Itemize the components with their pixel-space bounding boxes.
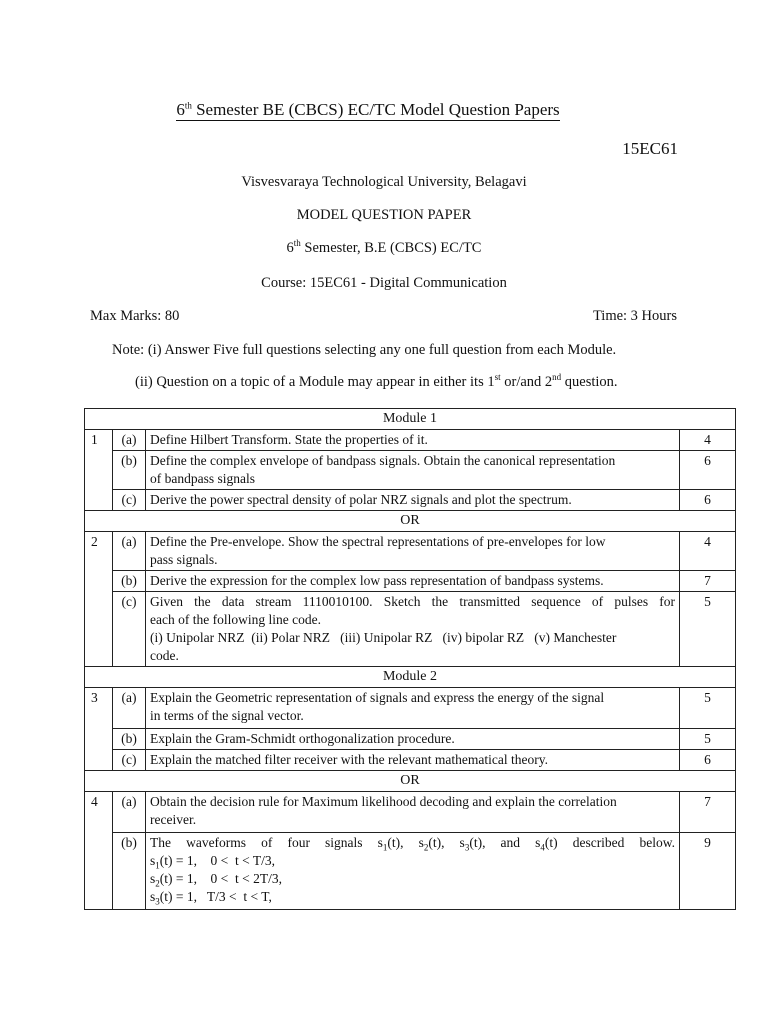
question-marks: 4 xyxy=(680,532,736,571)
question-marks: 7 xyxy=(680,792,736,833)
question-marks: 5 xyxy=(680,592,736,667)
semester-line: 6th Semester, B.E (CBCS) EC/TC xyxy=(286,238,482,256)
table-row xyxy=(85,688,736,729)
sub-question-label: (c) xyxy=(113,750,146,771)
title-superscript: th xyxy=(184,100,192,111)
table-row xyxy=(85,729,736,750)
sub-question-label: (a) xyxy=(113,792,146,833)
title-text: Semester BE (CBCS) EC/TC Model Question Papers xyxy=(191,100,560,119)
table-row xyxy=(85,833,736,910)
question-marks: 7 xyxy=(680,571,736,592)
table-row xyxy=(85,532,736,571)
sub-question-label: (b) xyxy=(113,571,146,592)
question-text: Derive the power spectral density of polar NRZ signals and plot the spectrum. xyxy=(146,490,680,511)
note-line-1: Note: (i) Answer Five full questions selecting any one full question from each Module. xyxy=(112,342,617,358)
question-text: The waveforms of four signals $s_1(t)$, $s_2(t)$, $s_3(t)$, and $s_4(t)$ described below. $s_1(t) = 1$, 0 < t < T/3, $s_2(t) = 1$, 0 < t < 2T/3, $s_3(t) = 1$, T/3 < t < T, xyxy=(146,833,680,910)
table-row xyxy=(85,792,736,833)
question-marks: 6 xyxy=(680,490,736,511)
sub-question-label: (a) xyxy=(113,688,146,729)
document-title xyxy=(0,100,768,120)
question-text: Define Hilbert Transform. State the properties of it. xyxy=(146,430,680,451)
or-row xyxy=(85,771,736,792)
table-row xyxy=(85,451,736,490)
or-separator: OR xyxy=(85,511,736,532)
sub-question-label: (c) xyxy=(113,490,146,511)
paper-type: MODEL QUESTION PAPER xyxy=(296,207,472,223)
question-marks: 9 xyxy=(680,833,736,910)
question-number: 1 xyxy=(85,430,113,511)
university-name: Visvesvaraya Technological University, Belagavi xyxy=(241,174,527,190)
table-row xyxy=(85,750,736,771)
module-2-header: Module 2 xyxy=(85,667,736,688)
question-number: 2 xyxy=(85,532,113,667)
question-text: Define the complex envelope of bandpass signals. Obtain the canonical representation of bandpass signals xyxy=(146,451,680,490)
or-separator: OR xyxy=(85,771,736,792)
question-text: Derive the expression for the complex low pass representation of bandpass systems. xyxy=(146,571,680,592)
course-line: Course: 15EC61 - Digital Communication xyxy=(261,275,507,291)
table-row xyxy=(85,430,736,451)
module-1-header: Module 1 xyxy=(85,409,736,430)
question-marks: 4 xyxy=(680,430,736,451)
question-text: Define the Pre-envelope. Show the spectral representations of pre-envelopes for low pass signals. xyxy=(146,532,680,571)
question-marks: 6 xyxy=(680,750,736,771)
note-line-2: (ii) Question on a topic of a Module may appear in either its 1st or/and 2nd question. xyxy=(135,372,618,390)
table-row xyxy=(85,592,736,667)
module-header-row xyxy=(85,667,736,688)
sub-question-label: (c) xyxy=(113,592,146,667)
or-row xyxy=(85,511,736,532)
sub-question-label: (b) xyxy=(113,729,146,750)
question-marks: 5 xyxy=(680,729,736,750)
sub-question-label: (b) xyxy=(113,833,146,910)
question-marks: 5 xyxy=(680,688,736,729)
module-header-row xyxy=(85,409,736,430)
sub-question-label: (b) xyxy=(113,451,146,490)
question-text: Explain the Geometric representation of signals and express the energy of the signal in terms of the signal vector. xyxy=(146,688,680,729)
exam-time: Time: 3 Hours xyxy=(592,308,677,324)
sub-question-label: (a) xyxy=(113,532,146,571)
question-number: 4 xyxy=(85,792,113,910)
subject-code: 15EC61 xyxy=(622,139,678,158)
question-marks: 6 xyxy=(680,451,736,490)
sub-question-label: (a) xyxy=(113,430,146,451)
question-text: Obtain the decision rule for Maximum likelihood decoding and explain the correlation receiver. xyxy=(146,792,680,833)
question-number: 3 xyxy=(85,688,113,771)
question-text: Explain the Gram-Schmidt orthogonalization procedure. xyxy=(146,729,680,750)
question-text: Explain the matched filter receiver with the relevant mathematical theory. xyxy=(146,750,680,771)
title-ordinal: 6 xyxy=(176,100,185,119)
table-row xyxy=(85,571,736,592)
question-text: Given the data stream 1110010100. Sketch the transmitted sequence of pulses for each of the following line code. (i) Unipolar NRZ (ii) Polar NRZ (iii) Unipolar RZ (iv) bipolar RZ (v) Manchester code. xyxy=(146,592,680,667)
table-row xyxy=(85,490,736,511)
question-table xyxy=(84,408,736,910)
max-marks: Max Marks: 80 xyxy=(90,308,180,324)
